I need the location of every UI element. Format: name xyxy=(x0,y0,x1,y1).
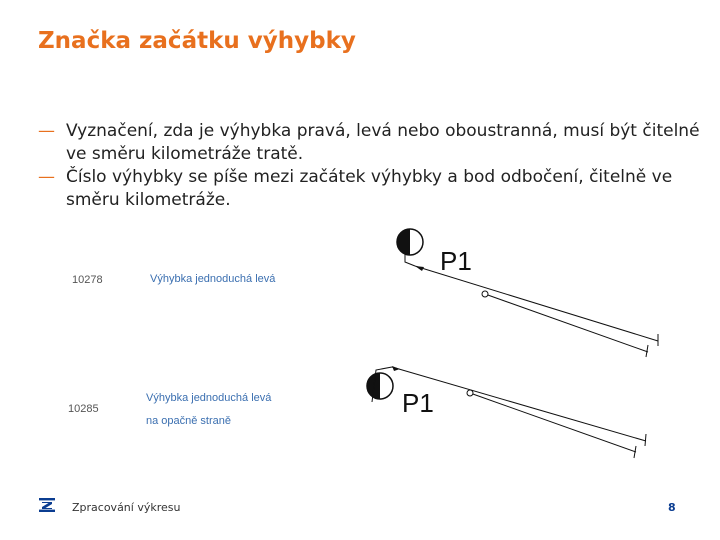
page-number: 8 xyxy=(668,501,676,514)
switch-label: P1 xyxy=(440,246,472,276)
track-end-tick xyxy=(645,434,646,446)
switch-start-symbol-icon xyxy=(397,229,423,255)
example-code: 10278 xyxy=(72,274,103,286)
bullet-dash: — xyxy=(38,167,55,187)
page-title: Značka začátku výhybky xyxy=(38,28,356,54)
bullet-text: Číslo výhybky se píše mezi začátek výhybky a bod odbočení, čitelně ve směru kilometráže. xyxy=(66,167,673,210)
switch-diagram-1 xyxy=(397,229,658,357)
example-code: 10285 xyxy=(68,403,99,415)
track-line xyxy=(485,294,648,352)
track-line xyxy=(415,266,658,341)
switch-point xyxy=(467,390,473,396)
bullet-dash: — xyxy=(38,121,55,141)
track-line xyxy=(470,393,636,452)
example-description-line: Výhybka jednoduchá levá xyxy=(146,392,272,404)
bullet-text: Vyznačení, zda je výhybka pravá, levá nebo oboustranná, musí být čitelné ve směru kilometráže tratě. xyxy=(66,121,700,164)
arrow-head xyxy=(415,266,424,271)
sz-logo-icon xyxy=(38,496,56,514)
switch-point xyxy=(482,291,488,297)
switch-diagram-2 xyxy=(367,366,646,458)
switch-start-symbol-icon xyxy=(367,373,393,399)
example-description-line: na opačně straně xyxy=(146,415,232,427)
footer-text: Zpracování výkresu xyxy=(72,501,181,514)
switch-label: P1 xyxy=(402,388,434,418)
example-description: Výhybka jednoduchá levá xyxy=(150,273,276,285)
